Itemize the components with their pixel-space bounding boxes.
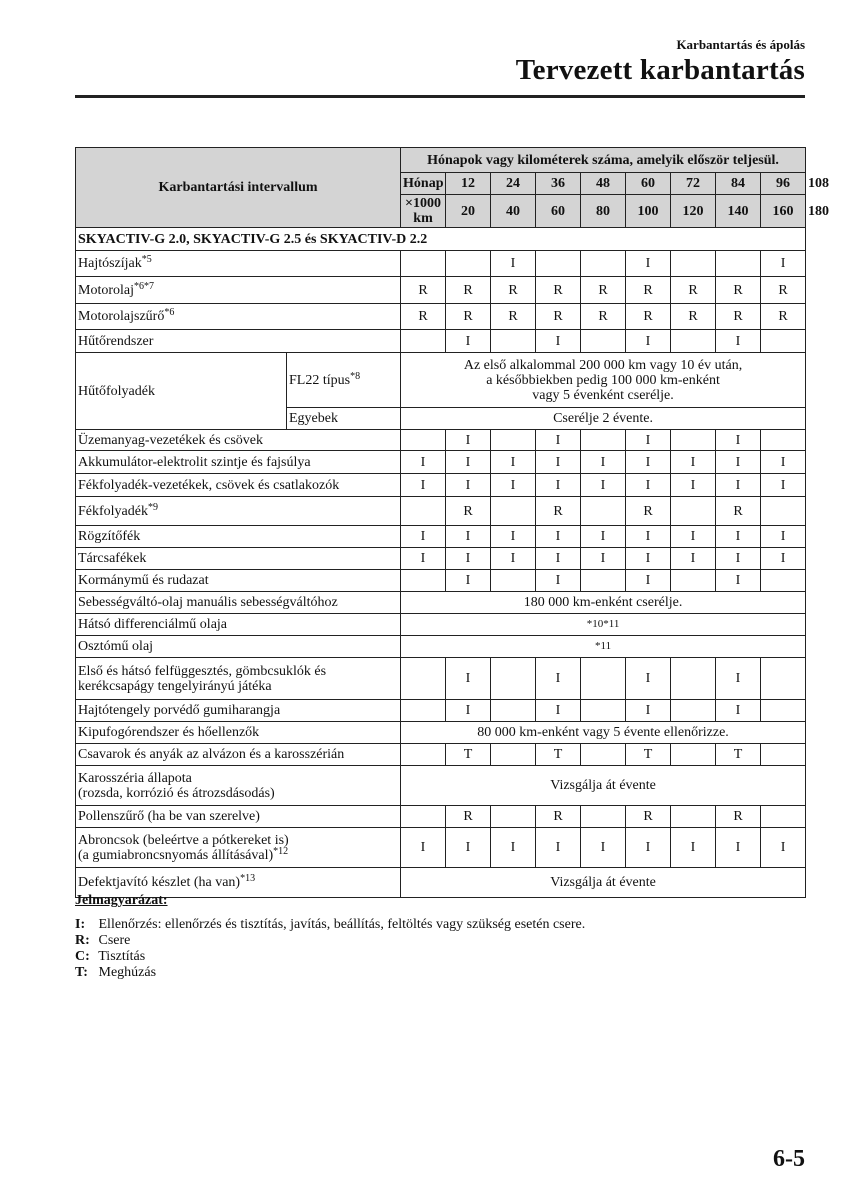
interval-cell: R xyxy=(761,304,806,330)
row-label-line: (rozsda, korrózió és átrozsdásodás) xyxy=(78,785,275,801)
km-cell: 40 xyxy=(491,195,536,228)
interval-cell xyxy=(671,570,716,592)
interval-cell: I xyxy=(446,451,491,474)
interval-cell: I xyxy=(716,658,761,700)
table-row xyxy=(76,330,806,353)
interval-cell: I xyxy=(491,251,536,277)
km-cell: 20 xyxy=(446,195,491,228)
interval-cell: I xyxy=(446,658,491,700)
interval-cell xyxy=(761,806,806,828)
interval-cell: I xyxy=(536,700,581,722)
km-cell: 120 xyxy=(671,195,716,228)
table-row xyxy=(76,526,806,548)
interval-cell: I xyxy=(491,474,536,497)
row-label xyxy=(76,828,401,868)
interval-cell: I xyxy=(761,451,806,474)
interval-cell: I xyxy=(536,451,581,474)
table-row xyxy=(76,304,806,330)
km-cell: 160 xyxy=(761,195,806,228)
interval-cell xyxy=(581,251,626,277)
interval-cell: R xyxy=(536,277,581,304)
km-header-row: ×1000 km 20 40 60 80 100 120 140 160 180 xyxy=(76,195,806,228)
interval-cell: R xyxy=(716,497,761,526)
row-label: Osztómű olaj xyxy=(76,636,401,658)
interval-cell: I xyxy=(536,474,581,497)
interval-cell: I xyxy=(671,451,716,474)
month-cell: 72 xyxy=(671,173,716,195)
table-row xyxy=(76,766,806,806)
interval-cell xyxy=(401,806,446,828)
section-label: Karbantartás és ápolás xyxy=(676,37,805,52)
interval-cell: I xyxy=(626,548,671,570)
interval-cell: I xyxy=(401,526,446,548)
month-cell: 60 xyxy=(626,173,671,195)
legend-item: C: Tisztítás xyxy=(75,949,146,964)
interval-cell: I xyxy=(446,526,491,548)
row-label: Üzemanyag-vezetékek és csövek xyxy=(76,430,401,451)
row-label: Kormánymű és rudazat xyxy=(76,570,401,592)
interval-cell: R xyxy=(626,304,671,330)
legend-title: Jelmagyarázat: xyxy=(75,893,168,908)
row-label-line: (a gumiabroncsnyomás állításával)$^{*12}$ xyxy=(78,845,289,863)
interval-cell: I xyxy=(491,828,536,868)
interval-cell xyxy=(761,570,806,592)
row-label: Fékfolyadék-vezetékek, csövek és csatlakozók xyxy=(76,474,401,497)
interval-cell: R xyxy=(716,277,761,304)
interval-cell: I xyxy=(716,828,761,868)
km-label: ×1000 km xyxy=(401,195,446,228)
interval-cell: I xyxy=(491,548,536,570)
table-row xyxy=(76,658,806,700)
table-row xyxy=(76,806,806,828)
interval-cell xyxy=(581,330,626,353)
interval-cell xyxy=(671,700,716,722)
table-row xyxy=(76,353,806,408)
row-label: Hajtószíjak$^{*5}$ xyxy=(76,251,401,277)
interval-cell xyxy=(401,744,446,766)
row-label: Csavarok és anyák az alvázon és a karosszérián xyxy=(76,744,401,766)
interval-cell: T xyxy=(626,744,671,766)
row-sublabel: Egyebek xyxy=(287,408,401,430)
title-divider xyxy=(75,95,805,98)
interval-cell: I xyxy=(446,330,491,353)
interval-cell xyxy=(491,658,536,700)
coolant-note-line: a későbbiekben pedig 100 000 km-enként xyxy=(486,372,720,388)
span-cell: *11 xyxy=(401,636,806,658)
coolant-note-line: Az első alkalommal 200 000 km vagy 10 év után, xyxy=(463,357,743,373)
interval-cell: I xyxy=(536,430,581,451)
interval-cell: I xyxy=(446,828,491,868)
span-cell: Cserélje 2 évente. xyxy=(401,408,806,430)
table-row xyxy=(76,614,806,636)
interval-cell: I xyxy=(626,570,671,592)
interval-cell: R xyxy=(671,304,716,330)
interval-cell: R xyxy=(536,304,581,330)
interval-cell: I xyxy=(581,526,626,548)
interval-cell: R xyxy=(671,277,716,304)
interval-cell: I xyxy=(581,451,626,474)
interval-cell xyxy=(761,330,806,353)
table-row xyxy=(76,251,806,277)
interval-cell xyxy=(401,570,446,592)
interval-cell: I xyxy=(401,474,446,497)
interval-cell xyxy=(581,744,626,766)
interval-cell xyxy=(491,430,536,451)
row-label: Sebességváltó-olaj manuális sebességváltóhoz xyxy=(76,592,401,614)
interval-cell xyxy=(761,658,806,700)
interval-cell xyxy=(401,330,446,353)
interval-cell: I xyxy=(626,330,671,353)
interval-cell: R xyxy=(446,277,491,304)
interval-cell: I xyxy=(491,526,536,548)
table-row xyxy=(76,744,806,766)
legend-item: I: Ellenőrzés: ellenőrzés és tisztítás, javítás, beállítás, feltöltés vagy szükség esetén csere. xyxy=(75,917,586,932)
row-label: Defektjavító készlet (ha van)$^{*13}$ xyxy=(76,868,401,898)
row-label: Hűtőfolyadék xyxy=(76,353,287,430)
interval-cell: R xyxy=(761,277,806,304)
interval-cell: I xyxy=(626,474,671,497)
month-cell: 48 xyxy=(581,173,626,195)
row-label: Motorolaj$^{*6*7}$ xyxy=(76,277,401,304)
interval-cell: R xyxy=(446,304,491,330)
interval-cell xyxy=(761,430,806,451)
interval-cell xyxy=(581,806,626,828)
row-label-line: Karosszéria állapota xyxy=(78,770,192,786)
span-cell: Vizsgálja át évente xyxy=(401,868,806,898)
interval-cell: I xyxy=(401,451,446,474)
table-row xyxy=(76,722,806,744)
interval-cell xyxy=(401,700,446,722)
interval-cell xyxy=(671,251,716,277)
interval-cell: T xyxy=(536,744,581,766)
legend-item: T: Meghúzás xyxy=(75,965,157,980)
row-label: Kipufogórendszer és hőellenzők xyxy=(76,722,401,744)
interval-cell: T xyxy=(446,744,491,766)
interval-cell xyxy=(671,658,716,700)
interval-cell: I xyxy=(401,828,446,868)
row-label-line: Abroncsok (beleértve a pótkereket is) xyxy=(78,832,289,848)
interval-cell: I xyxy=(716,526,761,548)
interval-cell: I xyxy=(671,474,716,497)
interval-cell: I xyxy=(446,570,491,592)
interval-cell: I xyxy=(671,548,716,570)
interval-cell: R xyxy=(581,277,626,304)
interval-cell: I xyxy=(446,430,491,451)
interval-cell: I xyxy=(716,451,761,474)
row-label-line: kerékcsapágy tengelyirányú játéka xyxy=(78,678,272,694)
table-row xyxy=(76,700,806,722)
interval-cell xyxy=(491,570,536,592)
interval-cell: I xyxy=(626,451,671,474)
interval-cell: I xyxy=(581,474,626,497)
interval-cell: I xyxy=(626,658,671,700)
row-label: Motorolajszűrő$^{*6}$ xyxy=(76,304,401,330)
interval-cell xyxy=(401,497,446,526)
interval-cell: R xyxy=(626,497,671,526)
table-row xyxy=(76,497,806,526)
row-label: Pollenszűrő (ha be van szerelve) xyxy=(76,806,401,828)
interval-cell: R xyxy=(401,277,446,304)
interval-cell: I xyxy=(716,330,761,353)
interval-cell xyxy=(581,497,626,526)
table-row xyxy=(76,430,806,451)
interval-cell xyxy=(491,806,536,828)
interval-cell: R xyxy=(716,304,761,330)
km-cell: 100 xyxy=(626,195,671,228)
row-label: Hűtőrendszer xyxy=(76,330,401,353)
table-row xyxy=(76,592,806,614)
interval-cell xyxy=(491,744,536,766)
interval-cell: I xyxy=(761,474,806,497)
interval-cell: I xyxy=(626,251,671,277)
interval-cell xyxy=(581,700,626,722)
km-cell: 60 xyxy=(536,195,581,228)
legend-item: R: Csere xyxy=(75,933,131,948)
table-row xyxy=(76,828,806,868)
interval-cell: T xyxy=(716,744,761,766)
page-title: Tervezett karbantartás xyxy=(515,54,805,86)
month-cell: 12 xyxy=(446,173,491,195)
interval-cell xyxy=(491,700,536,722)
engine-group-label: SKYACTIV-G 2.0, SKYACTIV-G 2.5 és SKYACTIV-D 2.2 xyxy=(76,228,806,251)
interval-cell: I xyxy=(716,474,761,497)
interval-cell: I xyxy=(626,700,671,722)
interval-cell: I xyxy=(671,526,716,548)
interval-cell: R xyxy=(446,497,491,526)
legend xyxy=(75,893,585,981)
table-row xyxy=(76,548,806,570)
interval-cell: I xyxy=(581,548,626,570)
interval-cell xyxy=(446,251,491,277)
row-label xyxy=(76,766,401,806)
interval-cell xyxy=(761,744,806,766)
interval-cell: R xyxy=(491,277,536,304)
interval-cell xyxy=(671,497,716,526)
span-cell: 180 000 km-enként cserélje. xyxy=(401,592,806,614)
month-cell: 24 xyxy=(491,173,536,195)
interval-cell xyxy=(401,251,446,277)
interval-cell xyxy=(716,251,761,277)
interval-cell: R xyxy=(716,806,761,828)
interval-cell: R xyxy=(536,497,581,526)
interval-cell: I xyxy=(716,570,761,592)
row-label: Tárcsafékek xyxy=(76,548,401,570)
interval-cell: I xyxy=(626,526,671,548)
interval-cell: I xyxy=(716,548,761,570)
interval-cell xyxy=(761,497,806,526)
interval-cell xyxy=(401,658,446,700)
engine-group-row xyxy=(76,228,806,251)
interval-cell: I xyxy=(446,548,491,570)
interval-cell xyxy=(671,744,716,766)
interval-cell: I xyxy=(401,548,446,570)
table-row xyxy=(76,474,806,497)
interval-cell: I xyxy=(626,828,671,868)
period-header: Hónapok vagy kilométerek száma, amelyik először teljesül. xyxy=(401,148,806,173)
interval-cell: I xyxy=(536,828,581,868)
table-row xyxy=(76,636,806,658)
interval-header: Karbantartási intervallum xyxy=(76,148,401,228)
span-cell xyxy=(401,353,806,408)
row-label: Hátsó differenciálmű olaja xyxy=(76,614,401,636)
interval-cell: I xyxy=(446,474,491,497)
table-row xyxy=(76,451,806,474)
interval-cell: I xyxy=(761,526,806,548)
interval-cell xyxy=(761,700,806,722)
interval-cell: I xyxy=(581,828,626,868)
row-label-line: Első és hátsó felfüggesztés, gömbcsuklók és xyxy=(78,663,327,679)
interval-cell: I xyxy=(536,526,581,548)
row-label: Rögzítőfék xyxy=(76,526,401,548)
interval-cell: R xyxy=(626,806,671,828)
interval-cell xyxy=(536,251,581,277)
page-number: 6-5 xyxy=(773,1146,805,1172)
interval-cell: I xyxy=(626,430,671,451)
interval-cell: R xyxy=(446,806,491,828)
maintenance-schedule-table xyxy=(75,147,830,898)
table-row xyxy=(76,570,806,592)
month-label: Hónap xyxy=(401,173,446,195)
table-row xyxy=(76,277,806,304)
interval-cell xyxy=(581,570,626,592)
interval-cell xyxy=(491,330,536,353)
span-cell: 80 000 km-enként vagy 5 évente ellenőrizze. xyxy=(401,722,806,744)
interval-cell: R xyxy=(491,304,536,330)
interval-cell: I xyxy=(536,330,581,353)
row-label: Fékfolyadék$^{*9}$ xyxy=(76,497,401,526)
row-label xyxy=(76,658,401,700)
interval-cell: I xyxy=(536,570,581,592)
span-cell: *10*11 xyxy=(401,614,806,636)
interval-cell: R xyxy=(536,806,581,828)
interval-cell: R xyxy=(581,304,626,330)
interval-cell: I xyxy=(536,658,581,700)
interval-cell: R xyxy=(626,277,671,304)
km-cell: 140 xyxy=(716,195,761,228)
interval-cell xyxy=(671,430,716,451)
interval-cell: I xyxy=(446,700,491,722)
interval-cell: I xyxy=(761,548,806,570)
interval-cell xyxy=(581,658,626,700)
interval-cell xyxy=(401,430,446,451)
month-cell: 36 xyxy=(536,173,581,195)
month-cell: 96 xyxy=(761,173,806,195)
month-header-row: Hónap 12 24 36 48 60 72 84 96 108 xyxy=(76,173,806,195)
interval-cell: I xyxy=(716,700,761,722)
interval-cell: R xyxy=(401,304,446,330)
coolant-note-line: vagy 5 évenként cserélje. xyxy=(532,387,674,403)
row-label: Akkumulátor-elektrolit szintje és fajsúlya xyxy=(76,451,401,474)
interval-cell xyxy=(491,497,536,526)
interval-cell: I xyxy=(536,548,581,570)
row-label: Hajtótengely porvédő gumiharangja xyxy=(76,700,401,722)
span-cell: Vizsgálja át évente xyxy=(401,766,806,806)
interval-cell: I xyxy=(761,828,806,868)
interval-cell: I xyxy=(491,451,536,474)
interval-cell: I xyxy=(716,430,761,451)
table-header-row xyxy=(76,148,806,173)
interval-cell xyxy=(581,430,626,451)
interval-cell: I xyxy=(671,828,716,868)
interval-cell xyxy=(671,330,716,353)
month-cell: 84 xyxy=(716,173,761,195)
km-cell: 80 xyxy=(581,195,626,228)
interval-cell: I xyxy=(761,251,806,277)
interval-cell xyxy=(671,806,716,828)
row-sublabel: FL22 típus$^{*8}$ xyxy=(287,353,401,408)
